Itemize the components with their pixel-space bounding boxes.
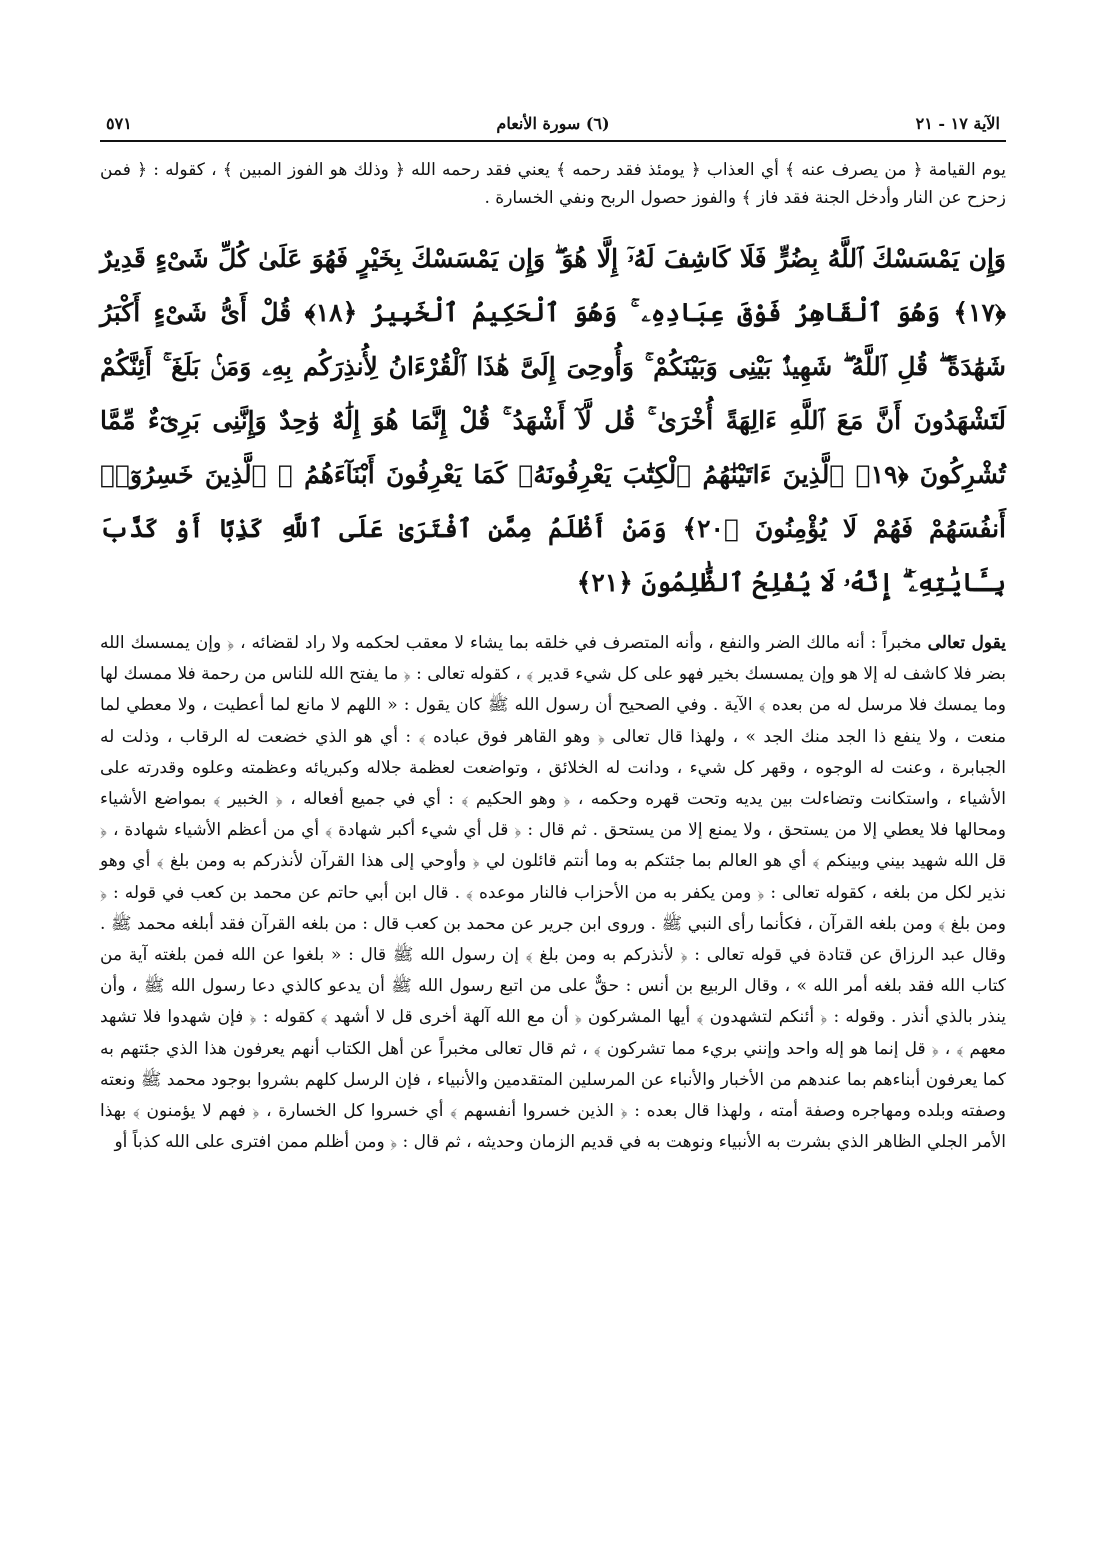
quran-verses <box>100 232 1006 610</box>
page-header <box>100 100 1006 142</box>
intro-text <box>100 156 1006 212</box>
book-page <box>100 100 1006 1500</box>
tafsir-paragraph <box>100 628 1006 1158</box>
tafsir-lead: يقول تعالى <box>927 633 1006 653</box>
tafsir-body: مخبراً : أنه مالك الضر والنفع ، وأنه المتصرف في خلقه بما يشاء لا معقب لحكمه ولا راد لقضائه ، ﴿ وإن يمسسك الله بضر فلا كاشف له إلا هو وإن يمسسك بخير فهو على كل شيء قدير ﴾ ، كقوله تعالى : ﴿ ما يفتح الله للناس من رحمة فلا ممسك لها وما يمسك فلا مرسل له من بعده ﴾ الآية . وفي الصحيح أن رسول الله ﷺ كان يقول : « اللهم لا مانع لما أعطيت ، ولا معطي لما منعت ، ولا ينفع ذا الجد منك الجد » ، ولهذا قال تعالى ﴿ وهو القاهر فوق عباده ﴾ : أي هو الذي خضعت له الرقاب ، وذلت له الجبابرة ، وعنت له الوجوه ، وقهر كل شيء ، ودانت له الخلائق ، وتواضعت لعظمة جلاله وكبريائه وعظمته وعلوه وقدرته على الأشياء ، واستكانت وتضاءلت بين يديه وتحت قهره وحكمه ، ﴿ وهو الحكيم ﴾ : أي في جميع أفعاله ، ﴿ الخبير ﴾ بمواضع الأشياء ومحالها فلا يعطي إلا من يستحق ، ولا يمنع إلا من يستحق . ثم قال : ﴿ قل أي شيء أكبر شهادة ﴾ أي من أعظم الأشياء شهادة ، ﴿ قل الله شهيد بيني وبينكم ﴾ أي هو العالم بما جئتكم به وما أنتم قائلون لي ﴿ وأوحي إلى هذا القرآن لأنذركم به ومن بلغ ﴾ أي وهو نذير لكل من بلغه ، كقوله تعالى : ﴿ ومن يكفر به من الأحزاب فالنار موعده ﴾ . قال ابن أبي حاتم عن محمد بن كعب في قوله : ﴿ ومن بلغ ﴾ ومن بلغه القرآن ، فكأنما رأى النبي ﷺ . وروى ابن جرير عن محمد بن كعب قال : من بلغه القرآن فقد أبلغه محمد ﷺ . وقال عبد الرزاق عن قتادة في قوله تعالى : ﴿ لأنذركم به ومن بلغ ﴾ إن رسول الله ﷺ قال : « بلغوا عن الله فمن بلغته آية من كتاب الله فقد بلغه أمر الله » ، وقال الربيع بن أنس : حقٌّ على من اتبع رسول الله ﷺ أن يدعو كالذي دعا رسول الله ﷺ ، وأن ينذر بالذي أنذر . وقوله : ﴿ أئنكم لتشهدون ﴾ أيها المشركون ﴿ أن مع الله آلهة أخرى قل لا أشهد ﴾ كقوله : ﴿ فإن شهدوا فلا تشهد معهم ﴾ ، ﴿ قل إنما هو إله واحد وإنني بريء مما تشركون ﴾ ، ثم قال تعالى مخبراً عن أهل الكتاب أنهم يعرفون هذا الذي جئتهم به كما يعرفون أبناءهم بما عندهم من الأخبار والأنباء عن المرسلين المتقدمين والأنبياء ، فإن الرسل كلهم بشروا بوجود محمد ﷺ ونعته وصفته وبلده ومهاجره وصفة أمته ، ولهذا قال بعده : ﴿ الذين خسروا أنفسهم ﴾ أي خسروا كل الخسارة ، ﴿ فهم لا يؤمنون ﴾ بهذا الأمر الجلي الظاهر الذي بشرت به الأنبياء ونوهت به في قديم الزمان وحديثه ، ثم قال : ﴿ ومن أظلم ممن افترى على الله كذباً أو <box>100 633 1006 1153</box>
surah-title: (٦) سورة الأنعام <box>496 114 610 133</box>
page-number: ٥٧١ <box>106 114 132 133</box>
tafsir-commentary <box>100 628 1006 1158</box>
verse-range: الآية ١٧ - ٢١ <box>915 114 1000 133</box>
intro-paragraph: يوم القيامة ﴿ من يصرف عنه ﴾ أي العذاب ﴿ يومئذ فقد رحمه ﴾ يعني فقد رحمه الله ﴿ وذلك هو الفوز المبين ﴾ ، كقوله : ﴿ فمن زحزح عن النار وأدخل الجنة فقد فاز ﴾ والفوز حصول الربح ونفي الخسارة . <box>100 160 1006 208</box>
quran-text: وَإِن يَمْسَسْكَ ٱللَّهُ بِضُرٍّ فَلَا كَاشِفَ لَهُۥٓ إِلَّا هُوَ ۖ وَإِن يَمْسَسْكَ بِخَيْرٍ فَهُوَ عَلَىٰ كُلِّ شَىْءٍ قَدِيرٌ ﴿١٧﴾ وَهُوَ ٱلْقَاهِرُ فَوْقَ عِبَادِهِۦ ۚ وَهُوَ ٱلْحَكِيمُ ٱلْخَبِيرُ ﴿١٨﴾ قُلْ أَىُّ شَىْءٍ أَكْبَرُ شَهَٰدَةً ۖ قُلِ ٱللَّهُ ۖ شَهِيدٌۢ بَيْنِى وَبَيْنَكُمْ ۚ وَأُوحِىَ إِلَىَّ هَٰذَا ٱلْقُرْءَانُ لِأُنذِرَكُم بِهِۦ وَمَنۢ بَلَغَ ۚ أَئِنَّكُمْ لَتَشْهَدُونَ أَنَّ مَعَ ٱللَّهِ ءَالِهَةً أُخْرَىٰ ۚ قُل لَّآ أَشْهَدُ ۚ قُلْ إِنَّمَا هُوَ إِلَٰهٌ وَٰحِدٌ وَإِنَّنِى بَرِىٓءٌ مِّمَّا تُشْرِكُونَ ﴿١٩﴾ ٱلَّذِينَ ءَاتَيْنَٰهُمُ ٱلْكِتَٰبَ يَعْرِفُونَهُۥ كَمَا يَعْرِفُونَ أَبْنَآءَهُمُ ۘ ٱلَّذِينَ خَسِرُوٓا۟ أَنفُسَهُمْ فَهُمْ لَا يُؤْمِنُونَ ﴿٢٠﴾ وَمَنْ أَظْلَمُ مِمَّنِ ٱفْتَرَىٰ عَلَى ٱللَّهِ كَذِبًا أَوْ كَذَّبَ بِـَٔايَٰتِهِۦٓ ۗ إِنَّهُۥ لَا يُفْلِحُ ٱلظَّٰلِمُونَ ﴿٢١﴾ <box>100 244 1006 597</box>
